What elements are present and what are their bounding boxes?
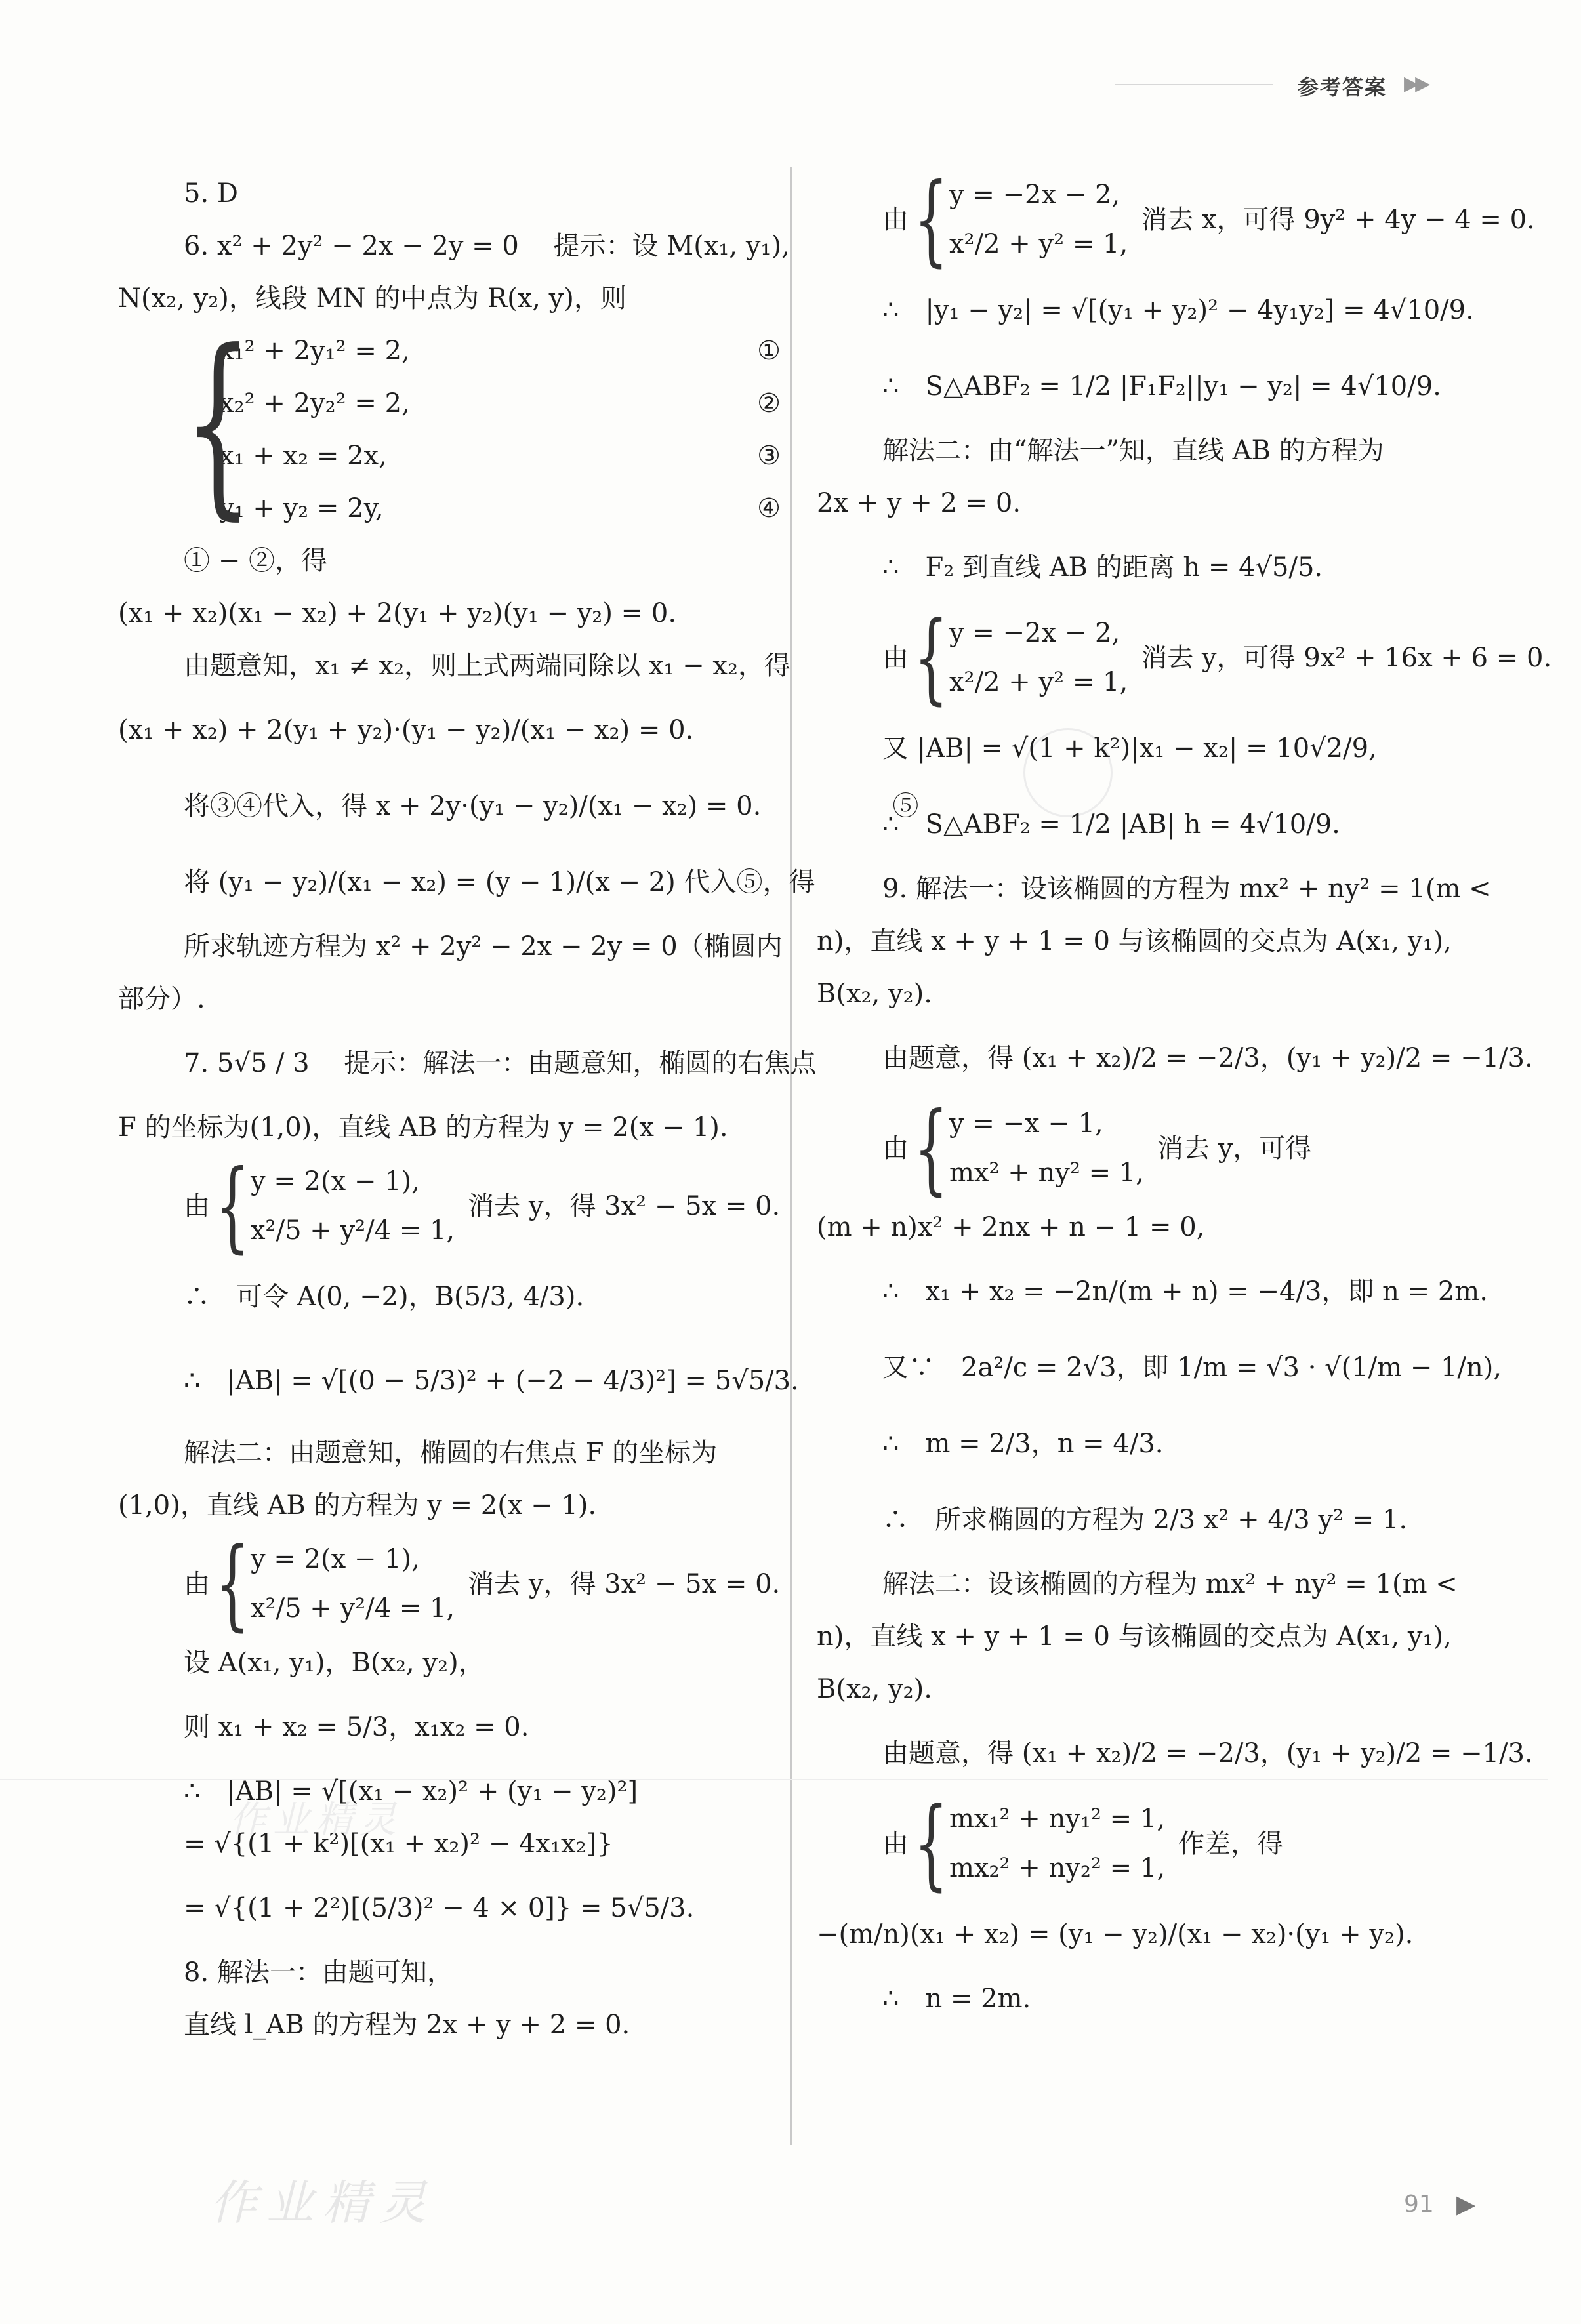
equation-system-2: 由 { y = 2(x − 1), x²/5 + y²/4 = 1, 消去 y，得 3x² − 5x = 0.: [184, 1149, 781, 1263]
equation-line: 2x + y + 2 = 0.: [817, 488, 1021, 518]
text-line: 解法二：设该椭圆的方程为 mx² + ny² = 1(m <: [882, 1569, 1458, 1599]
answer-8-line: 8. 解法一：由题可知，: [184, 1957, 453, 1988]
text-line: 解法二：由题意知，椭圆的右焦点 F 的坐标为: [184, 1438, 718, 1468]
page-number: 91: [1404, 2191, 1434, 2218]
equation-line: ∴ m = 2/3，n = 4/3.: [882, 1429, 1164, 1459]
system-row: y₁ + y₂ = 2y, ④: [219, 493, 781, 523]
equation-system-7: 由 { mx₁² + ny₁² = 1, mx₂² + ny₂² = 1, 作差，得: [882, 1787, 1284, 1901]
equation-line: 由题意，得 (x₁ + x₂)/2 = −2/3，(y₁ + y₂)/2 = −1/3.: [882, 1738, 1533, 1768]
equation-line: ∴ F₂ 到直线 AB 的距离 h = 4√5/5.: [882, 552, 1323, 582]
equation-line: ∴ 所求椭圆的方程为 2/3 x² + 4/3 y² = 1.: [882, 1505, 1408, 1535]
text-line: 所求轨迹方程为 x² + 2y² − 2x − 2y = 0（椭圆内: [184, 931, 783, 962]
text-line: n)，直线 x + y + 1 = 0 与该椭圆的交点为 A(x₁, y₁),: [817, 1621, 1452, 1652]
left-column: [118, 167, 919, 2051]
brace-icon: {: [215, 1527, 250, 1641]
header-title: 参考答案: [1298, 75, 1387, 100]
equation-line: ∴ n = 2m.: [882, 1984, 1031, 2014]
brace-icon: {: [215, 1149, 250, 1263]
text-line: ① − ②，得: [184, 546, 327, 576]
equation-line: 则 x₁ + x₂ = 5/3，x₁x₂ = 0.: [184, 1712, 529, 1742]
watermark-logo: 作业精灵: [210, 2175, 436, 2230]
text-line: 部分）.: [118, 984, 205, 1014]
equation-line: ∴ |AB| = √[(0 − 5/3)² + (−2 − 4/3)²] = 5√5/3.: [184, 1366, 799, 1396]
brace-icon: {: [914, 601, 949, 715]
equation-system-5: 由 { y = −2x − 2, x²/2 + y² = 1, 消去 y，可得 9x² + 16x + 6 = 0.: [882, 601, 1552, 715]
equation-system-6: 由 { y = −x − 1, mx² + ny² = 1, 消去 y，可得: [882, 1091, 1312, 1206]
brace-icon: {: [914, 1091, 949, 1206]
equation-system-1: [118, 308, 781, 537]
equation-line: (m + n)x² + 2nx + n − 1 = 0,: [817, 1212, 1205, 1242]
brace-icon: {: [914, 1787, 949, 1901]
text-line: B(x₂, y₂).: [817, 979, 932, 1009]
page-arrow-icon: ▶: [1456, 2190, 1476, 2218]
equation-line: ∴ x₁ + x₂ = −2n/(m + n) = −4/3，即 n = 2m.: [882, 1276, 1488, 1307]
system-row: x₁² + 2y₁² = 2, ①: [219, 336, 781, 366]
brace-icon: {: [914, 163, 949, 277]
text-line: 由题意知，x₁ ≠ x₂，则上式两端同除以 x₁ − x₂，得: [184, 651, 790, 681]
equation-line: 由题意，得 (x₁ + x₂)/2 = −2/3，(y₁ + y₂)/2 = −1/3.: [882, 1043, 1533, 1073]
system-row: x₂² + 2y₂² = 2, ②: [219, 388, 781, 418]
equation-line: ∴ |y₁ − y₂| = √[(y₁ + y₂)² − 4y₁y₂] = 4√10/9.: [882, 295, 1474, 325]
header-rule: [1115, 84, 1273, 85]
equation-line: 将 (y₁ − y₂)/(x₁ − x₂) = (y − 1)/(x − 2) 代入⑤，得: [184, 867, 815, 897]
text-line: n)，直线 x + y + 1 = 0 与该椭圆的交点为 A(x₁, y₁),: [817, 926, 1452, 956]
equation-line: (x₁ + x₂) + 2(y₁ + y₂)·(y₁ − y₂)/(x₁ − x₂) = 0.: [118, 715, 694, 745]
text-line: 设 A(x₁, y₁)，B(x₂, y₂)，: [184, 1648, 485, 1678]
equation-line: (x₁ + x₂)(x₁ − x₂) + 2(y₁ + y₂)(y₁ − y₂) = 0.: [118, 598, 677, 628]
equation-line: 直线 l_AB 的方程为 2x + y + 2 = 0.: [184, 2010, 630, 2040]
equation-system-4: 由 { y = −2x − 2, x²/2 + y² = 1, 消去 x，可得 9y² + 4y − 4 = 0.: [882, 163, 1535, 277]
answer-6-line: N(x₂, y₂)，线段 MN 的中点为 R(x, y)，则: [118, 283, 626, 314]
equation-line: 又∵ 2a²/c = 2√3，即 1/m = √3 · √(1/m − 1/n),: [882, 1353, 1502, 1383]
equation-line: ∴ S△ABF₂ = 1/2 |F₁F₂||y₁ − y₂| = 4√10/9.: [882, 371, 1441, 401]
answer-6-line: 6. x² + 2y² − 2x − 2y = 0 提示：设 M(x₁, y₁),: [184, 231, 790, 261]
column-divider: [790, 167, 792, 2145]
system-row: x₁ + x₂ = 2x, ③: [219, 441, 781, 471]
equation-line: ∴ S△ABF₂ = 1/2 |AB| h = 4√10/9.: [882, 809, 1340, 840]
equation-line: = √{(1 + 2²)[(5/3)² − 4 × 0]} = 5√5/3.: [184, 1893, 695, 1923]
brace-icon: {: [184, 308, 253, 537]
equation-line: 又 |AB| = √(1 + k²)|x₁ − x₂| = 10√2/9,: [882, 733, 1377, 764]
right-column: [817, 163, 1552, 2025]
text-line: B(x₂, y₂).: [817, 1674, 932, 1704]
header-arrows-icon: ▶▶: [1404, 72, 1427, 95]
equation-line: ∴ |AB| = √[(x₁ − x₂)² + (y₁ − y₂)²]: [184, 1776, 638, 1806]
equation-line: = √{(1 + k²)[(x₁ + x₂)² − 4x₁x₂]}: [184, 1829, 613, 1859]
equation-system-3: 由 { y = 2(x − 1), x²/5 + y²/4 = 1, 消去 y，得 3x² − 5x = 0.: [184, 1527, 781, 1641]
answer-5: 5. D: [184, 178, 238, 209]
text-line: F 的坐标为(1,0)，直线 AB 的方程为 y = 2(x − 1).: [118, 1112, 728, 1143]
answer-7-line: 7. 5√5 / 3 提示：解法一：由题意知，椭圆的右焦点: [184, 1048, 817, 1078]
equation-line: −(m/n)(x₁ + x₂) = (y₁ − y₂)/(x₁ − x₂)·(y₁ + y₂).: [817, 1919, 1414, 1949]
answer-9-line: 9. 解法一：设该椭圆的方程为 mx² + ny² = 1(m <: [882, 874, 1491, 904]
watermark-logo: 作业精灵: [230, 1799, 403, 1841]
equation-line: ∴ 可令 A(0, −2)，B(5/3, 4/3).: [184, 1282, 585, 1312]
text-line: 解法二：由“解法一”知，直线 AB 的方程为: [882, 436, 1384, 466]
equation-line: 将③④代入，得 x + 2y·(y₁ − y₂)/(x₁ − x₂) = 0. ⑤: [184, 791, 919, 821]
text-line: (1,0)，直线 AB 的方程为 y = 2(x − 1).: [118, 1490, 597, 1520]
